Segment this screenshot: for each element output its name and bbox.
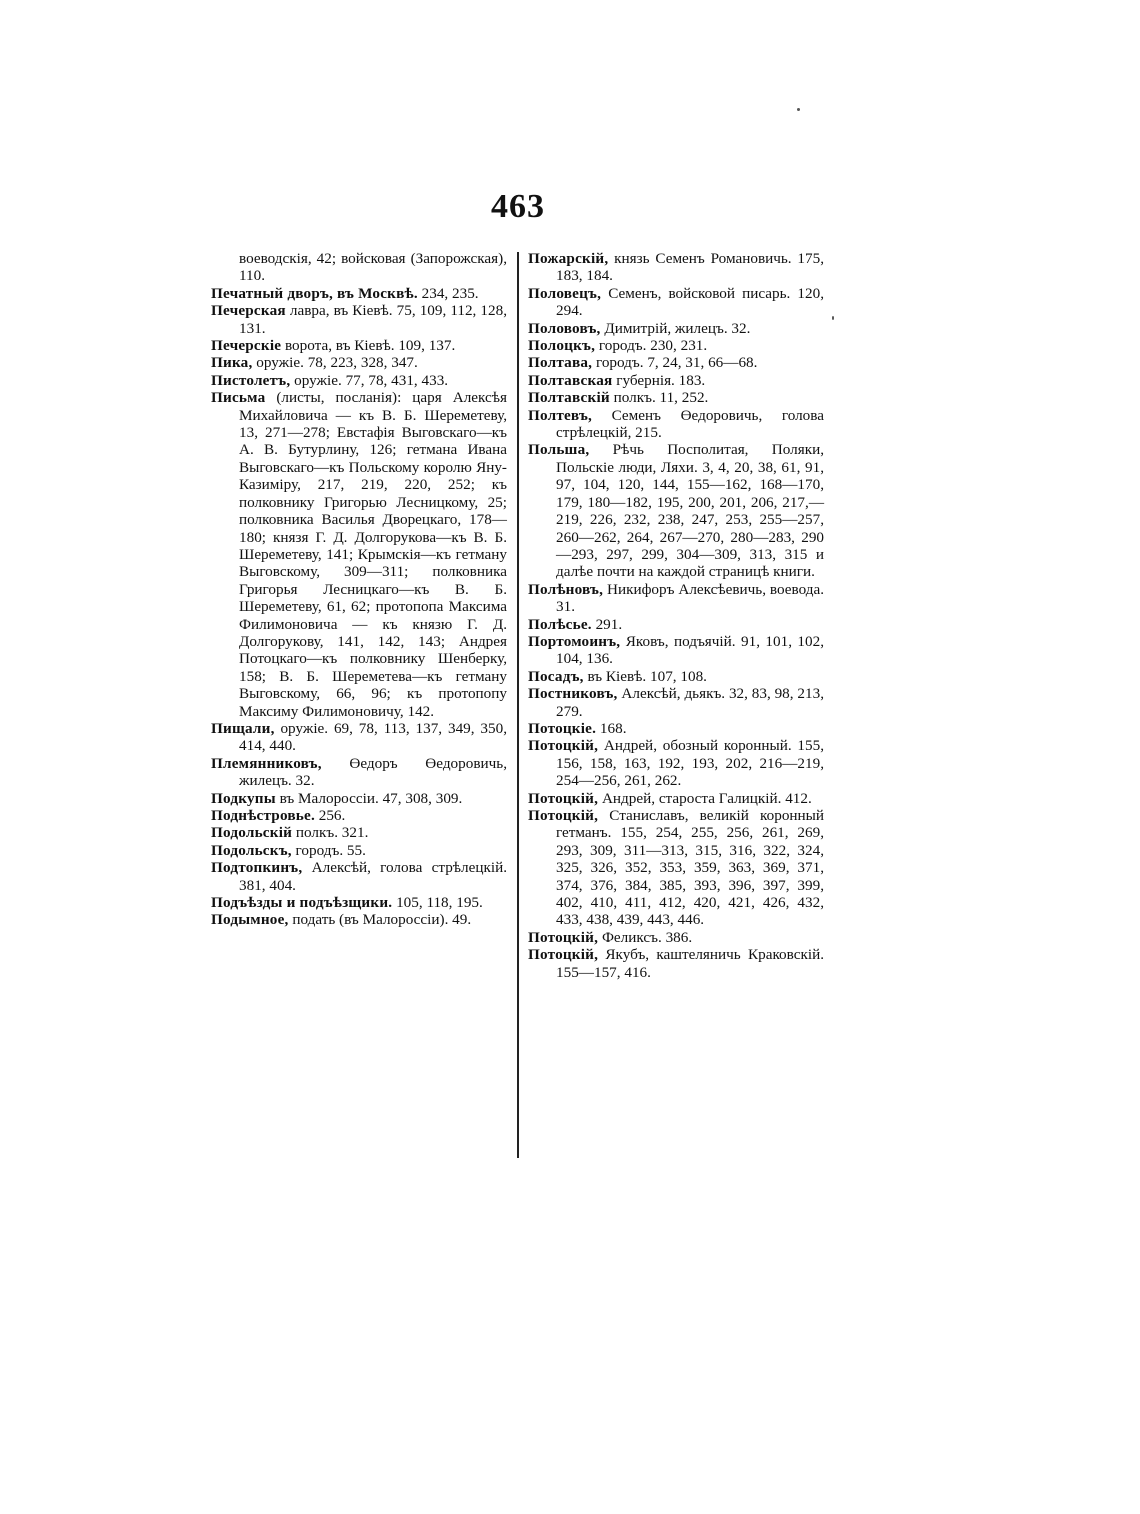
- index-headword: Полововъ,: [528, 319, 601, 337]
- index-headword: Потоцкій,: [528, 807, 599, 824]
- index-headword: Половецъ,: [528, 284, 602, 302]
- index-headword: Посадъ,: [528, 667, 584, 685]
- index-entry: [528, 320, 824, 337]
- index-references: Феликсъ. 386.: [598, 928, 693, 946]
- index-headword: Потоцкій,: [528, 737, 599, 755]
- index-references: Никифоръ Алексѣевичь, воевода. 31.: [556, 580, 824, 616]
- index-entry: [528, 946, 824, 981]
- index-references: Алексѣй, дьякъ. 32, 83, 98, 213, 279.: [556, 685, 824, 720]
- index-references: полкъ. 321.: [292, 824, 369, 842]
- index-headword: Полтавская: [528, 371, 613, 389]
- index-entry: [211, 337, 507, 354]
- index-headword: Пищали,: [211, 719, 275, 737]
- index-entry: [528, 633, 824, 668]
- index-headword: Полѣсье.: [528, 615, 592, 633]
- index-headword: Подымное,: [211, 911, 289, 929]
- index-entry: [211, 894, 507, 911]
- index-headword: Подъѣзды и подъѣзщики.: [211, 894, 393, 912]
- index-entry: [528, 354, 824, 371]
- index-entry: [211, 824, 507, 841]
- index-headword: Потоцкій,: [528, 946, 599, 964]
- index-entry: [211, 285, 507, 302]
- index-entry: [211, 302, 507, 337]
- index-entry: [528, 407, 824, 442]
- index-references: въ Малороссіи. 47, 308, 309.: [275, 789, 463, 807]
- index-references: городъ. 7, 24, 31, 66—68.: [592, 354, 758, 372]
- index-references: Андрей, обозный коронный. 155, 156, 158, 163, 192, 193, 202, 216—219, 254—256, 261, 262.: [556, 737, 824, 790]
- index-references: ворота, въ Кіевѣ. 109, 137.: [281, 337, 456, 355]
- index-headword: Пистолетъ,: [211, 371, 291, 389]
- index-references: Андрей, староста Галицкій. 412.: [598, 789, 812, 807]
- index-headword: Подтопкинъ,: [211, 859, 303, 877]
- index-entry: [211, 911, 507, 928]
- index-references: Якубъ, каштеляничь Краковскій. 155—157, 416.: [556, 946, 824, 981]
- index-headword: Потоцкій,: [528, 928, 599, 946]
- index-references: городъ. 230, 231.: [595, 337, 708, 355]
- index-entry: [528, 720, 824, 737]
- index-references: оружіе. 77, 78, 431, 433.: [290, 371, 449, 389]
- index-headword: Полоцкъ,: [528, 337, 596, 355]
- index-entry: [528, 441, 824, 580]
- index-references: воеводскія, 42; войсковая (Запорожская), 110.: [239, 250, 507, 285]
- index-references: Алексѣй, голова стрѣлецкій. 381, 404.: [239, 859, 507, 894]
- print-speck: [832, 316, 834, 320]
- index-entry: [528, 790, 824, 807]
- index-references: (листы, посланія): царя Алексѣя Михайловича — къ В. Б. Шереметеву, 13, 271—278; Евстафія Выговскаго—къ А. В. Бутурлину, 126; гетмана Ивана Выговскаго—къ Польскому королю Яну-Казиміру, 217, 219, 220, 252; къ полковнику Григорью Лесницкому, 25; полковника Василья Дворецкаго, 178—180; князя Г. Д. Долгорукова—къ В. Б. Шереметеву, 141; Крымскія—къ гетману Выговскому, 309—311; полковника Григорья Лесницкаго—къ В. Б. Шереметеву, 61, 62; протопопа Максима Филимоновича — къ князю Г. Д. Долгорукову, 141, 142, 143; Андрея Потоцкаго—къ полковнику Шенберку, 158; В. Б. Шереметева—къ гетману Выговскому, 66, 96; къ протопопу Максиму Филимоновичу, 142.: [239, 389, 507, 720]
- index-references: 256.: [314, 807, 346, 824]
- index-entry: [211, 842, 507, 859]
- index-references: оружіе. 69, 78, 113, 137, 349, 350, 414, 440.: [239, 719, 507, 755]
- index-references: Семенъ, войсковой писарь. 120, 294.: [556, 284, 824, 320]
- index-entry: [528, 337, 824, 354]
- print-speck: [797, 108, 800, 111]
- index-entry: [528, 685, 824, 720]
- index-headword: Полтава,: [528, 354, 593, 372]
- index-references: въ Кіевѣ. 107, 108.: [583, 667, 707, 685]
- index-entry: [211, 755, 507, 790]
- index-references: лавра, въ Кіевѣ. 75, 109, 112, 128, 131.: [239, 302, 507, 337]
- index-headword: Полтевъ,: [528, 406, 593, 424]
- index-entry: [211, 354, 507, 371]
- page-number: 463: [491, 188, 545, 225]
- index-references: оружіе. 78, 223, 328, 347.: [252, 354, 418, 372]
- index-entry: [528, 807, 824, 929]
- index-entry: [528, 668, 824, 685]
- index-entry: [528, 929, 824, 946]
- index-entry: [528, 372, 824, 389]
- index-headword: Племянниковъ,: [211, 754, 322, 772]
- index-references: 234, 235.: [417, 284, 479, 302]
- index-entry: [211, 372, 507, 389]
- index-entry: [528, 250, 824, 285]
- index-references: губернія. 183.: [612, 371, 706, 389]
- index-headword: Пика,: [211, 354, 253, 372]
- index-references: подать (въ Малороссіи). 49.: [288, 911, 472, 929]
- index-headword: Пожарскій,: [528, 250, 609, 267]
- column-divider: [517, 252, 519, 1158]
- index-entry: [211, 859, 507, 894]
- index-references: 291.: [591, 615, 623, 633]
- index-references: князь Семенъ Романовичь. 175, 183, 184.: [556, 250, 824, 285]
- index-entry: [528, 581, 824, 616]
- index-entry: [528, 737, 824, 789]
- index-entry: [211, 720, 507, 755]
- index-entry: [211, 807, 507, 824]
- index-headword: Печерская: [211, 302, 286, 320]
- index-headword: Потоцкій,: [528, 789, 599, 807]
- index-entry: [528, 285, 824, 320]
- index-headword: Постниковъ,: [528, 685, 618, 703]
- index-headword: Печатный дворъ, въ Москвѣ.: [211, 284, 418, 302]
- index-entry: [211, 389, 507, 720]
- index-entry: [528, 389, 824, 406]
- index-headword: Подольскъ,: [211, 841, 292, 859]
- index-references: Рѣчь Посполитая, Поляки, Польскіе люди, Ляхи. 3, 4, 20, 38, 61, 91, 97, 104, 120, 144, 155—162, 168—170, 179, 180—182, 195, 200, 201, 206, 217,—219, 226, 232, 238, 247, 253, 255—257, 260—262, 264, 267—270, 280—283, 290—293, 297, 299, 304—309, 313, 315 и далѣе почти на каждой страницѣ книги.: [556, 441, 824, 581]
- index-headword: Подкупы: [211, 789, 276, 807]
- index-references: городъ. 55.: [291, 841, 366, 859]
- index-headword: Полѣновъ,: [528, 580, 604, 598]
- index-headword: Письма: [211, 389, 266, 407]
- index-references: 105, 118, 195.: [392, 894, 483, 912]
- index-headword: Польша,: [528, 441, 590, 459]
- index-references: Димитрій, жилецъ. 32.: [600, 319, 751, 337]
- index-headword: Потоцкіе.: [528, 719, 597, 737]
- index-headword: Поднѣстровье.: [211, 807, 315, 824]
- index-references: Яковъ, подъячій. 91, 101, 102, 104, 136.: [556, 632, 824, 668]
- index-references: полкъ. 11, 252.: [609, 389, 709, 407]
- index-column-left: [211, 250, 507, 929]
- index-references: Станиславъ, великій коронный гетманъ. 155, 254, 255, 256, 261, 269, 293, 309, 311—313, 315, 316, 322, 324, 325, 326, 352, 353, 359, 363, 369, 371, 374, 376, 384, 385, 393, 396, 397, 399, 402, 410, 411, 412, 420, 421, 426, 432, 433, 438, 439, 443, 446.: [556, 807, 824, 929]
- index-column-right: [528, 250, 824, 981]
- index-entry: [528, 616, 824, 633]
- index-entry: [211, 790, 507, 807]
- index-headword: Подольскій: [211, 824, 293, 842]
- index-headword: Полтавскій: [528, 389, 610, 407]
- index-references: Өедоръ Өедоровичь, жилецъ. 32.: [239, 754, 507, 790]
- index-headword: Печерскіе: [211, 337, 282, 355]
- index-references: Семенъ Өедоровичь, голова стрѣлецкій, 215.: [556, 406, 824, 442]
- index-headword: Портомоинъ,: [528, 632, 621, 650]
- index-entry: [211, 250, 507, 285]
- index-references: 168.: [596, 719, 627, 737]
